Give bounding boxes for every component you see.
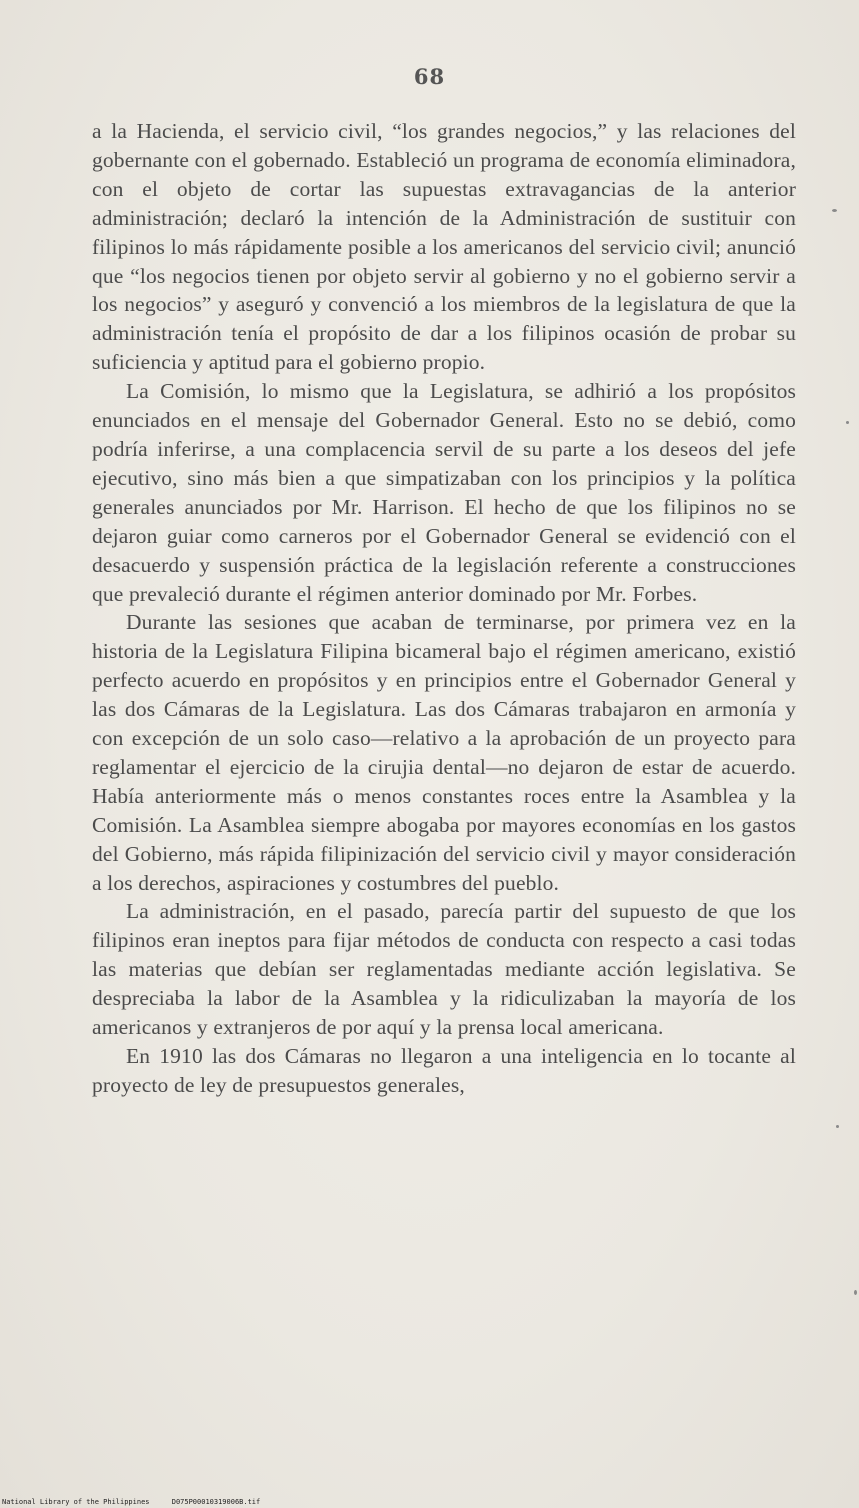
paragraph-3: Durante las sesiones que acaban de terminarse, por primera vez en la historia de la Legislatura Filipina bicameral bajo el régimen americano, existió perfecto acuerdo en propósitos y en principios entre el Gobernador General y las dos Cámaras de la Legislatura. Las dos Cámaras trabajaron en armonía y con excepción de un solo caso—relativo a la aprobación de un proyecto para reglamentar el ejercicio de la cirujia dental—no dejaron de estar de acuerdo. Había anteriormente más o menos constantes roces entre la Asamblea y la Comisión. La Asamblea siempre abogaba por mayores economías en los gastos del Gobierno, más rápida filipinización del servicio civil y mayor consideración a los derechos, aspiraciones y costumbres del pueblo. xyxy=(92,610,796,895)
paragraph-1: a la Hacienda, el servicio civil, “los grandes negocios,” y las relaciones del gobernante con el gobernado. Estableció un programa de economía eliminadora, con el objeto de cortar las supuestas extravagancias de la anterior administración; declaró la intención de la Administración de sustituir con filipinos lo más rápidamente posible a los americanos del servicio civil; anunció que “los negocios tienen por objeto servir al gobierno y no el gobierno servir a los negocios” y aseguró y convenció a los miembros de la legislatura de que la administración tenía el propósito de dar a los filipinos ocasión de probar su suficiencia y aptitud para el gobierno propio. xyxy=(92,119,796,375)
page-number: 68 xyxy=(413,64,446,89)
scan-speck xyxy=(836,1125,839,1128)
scan-footer xyxy=(2,1498,278,1506)
body-text xyxy=(92,117,796,1100)
paragraph-2: La Comisión, lo mismo que la Legislatura, se adhirió a los propósitos enunciados en el mensaje del Gobernador General. Esto no se debió, como podría inferirse, a una complacencia servil de su parte a los deseos del jefe ejecutivo, sino más bien a que simpatizaban con los principios y la política generales anunciados por Mr. Harrison. El hecho de que los filipinos no se dejaron guiar como carneros por el Gobernador General se evidenció con el desacuerdo y suspensión práctica de la legislación referente a construcciones que prevaleció durante el régimen anterior dominado por Mr. Forbes. xyxy=(92,379,796,606)
scan-speck xyxy=(832,209,837,212)
paragraph-5: En 1910 las dos Cámaras no llegaron a una inteligencia en lo tocante al proyecto de ley de presupuestos generales, xyxy=(92,1044,796,1097)
scan-speck xyxy=(854,1290,857,1295)
footer-library: National Library of the Philippines xyxy=(2,1498,150,1506)
scan-speck xyxy=(846,421,849,424)
footer-file: D075P00010319006B.tif xyxy=(171,1498,261,1506)
paragraph-4: La administración, en el pasado, parecía partir del supuesto de que los filipinos eran ineptos para fijar métodos de conducta con respecto a casi todas las materias que debían ser reglamentadas mediante acción legislativa. Se despreciaba la labor de la Asamblea y la ridiculizaban la mayoría de los americanos y extranjeros de por aquí y la prensa local americana. xyxy=(92,899,796,1040)
